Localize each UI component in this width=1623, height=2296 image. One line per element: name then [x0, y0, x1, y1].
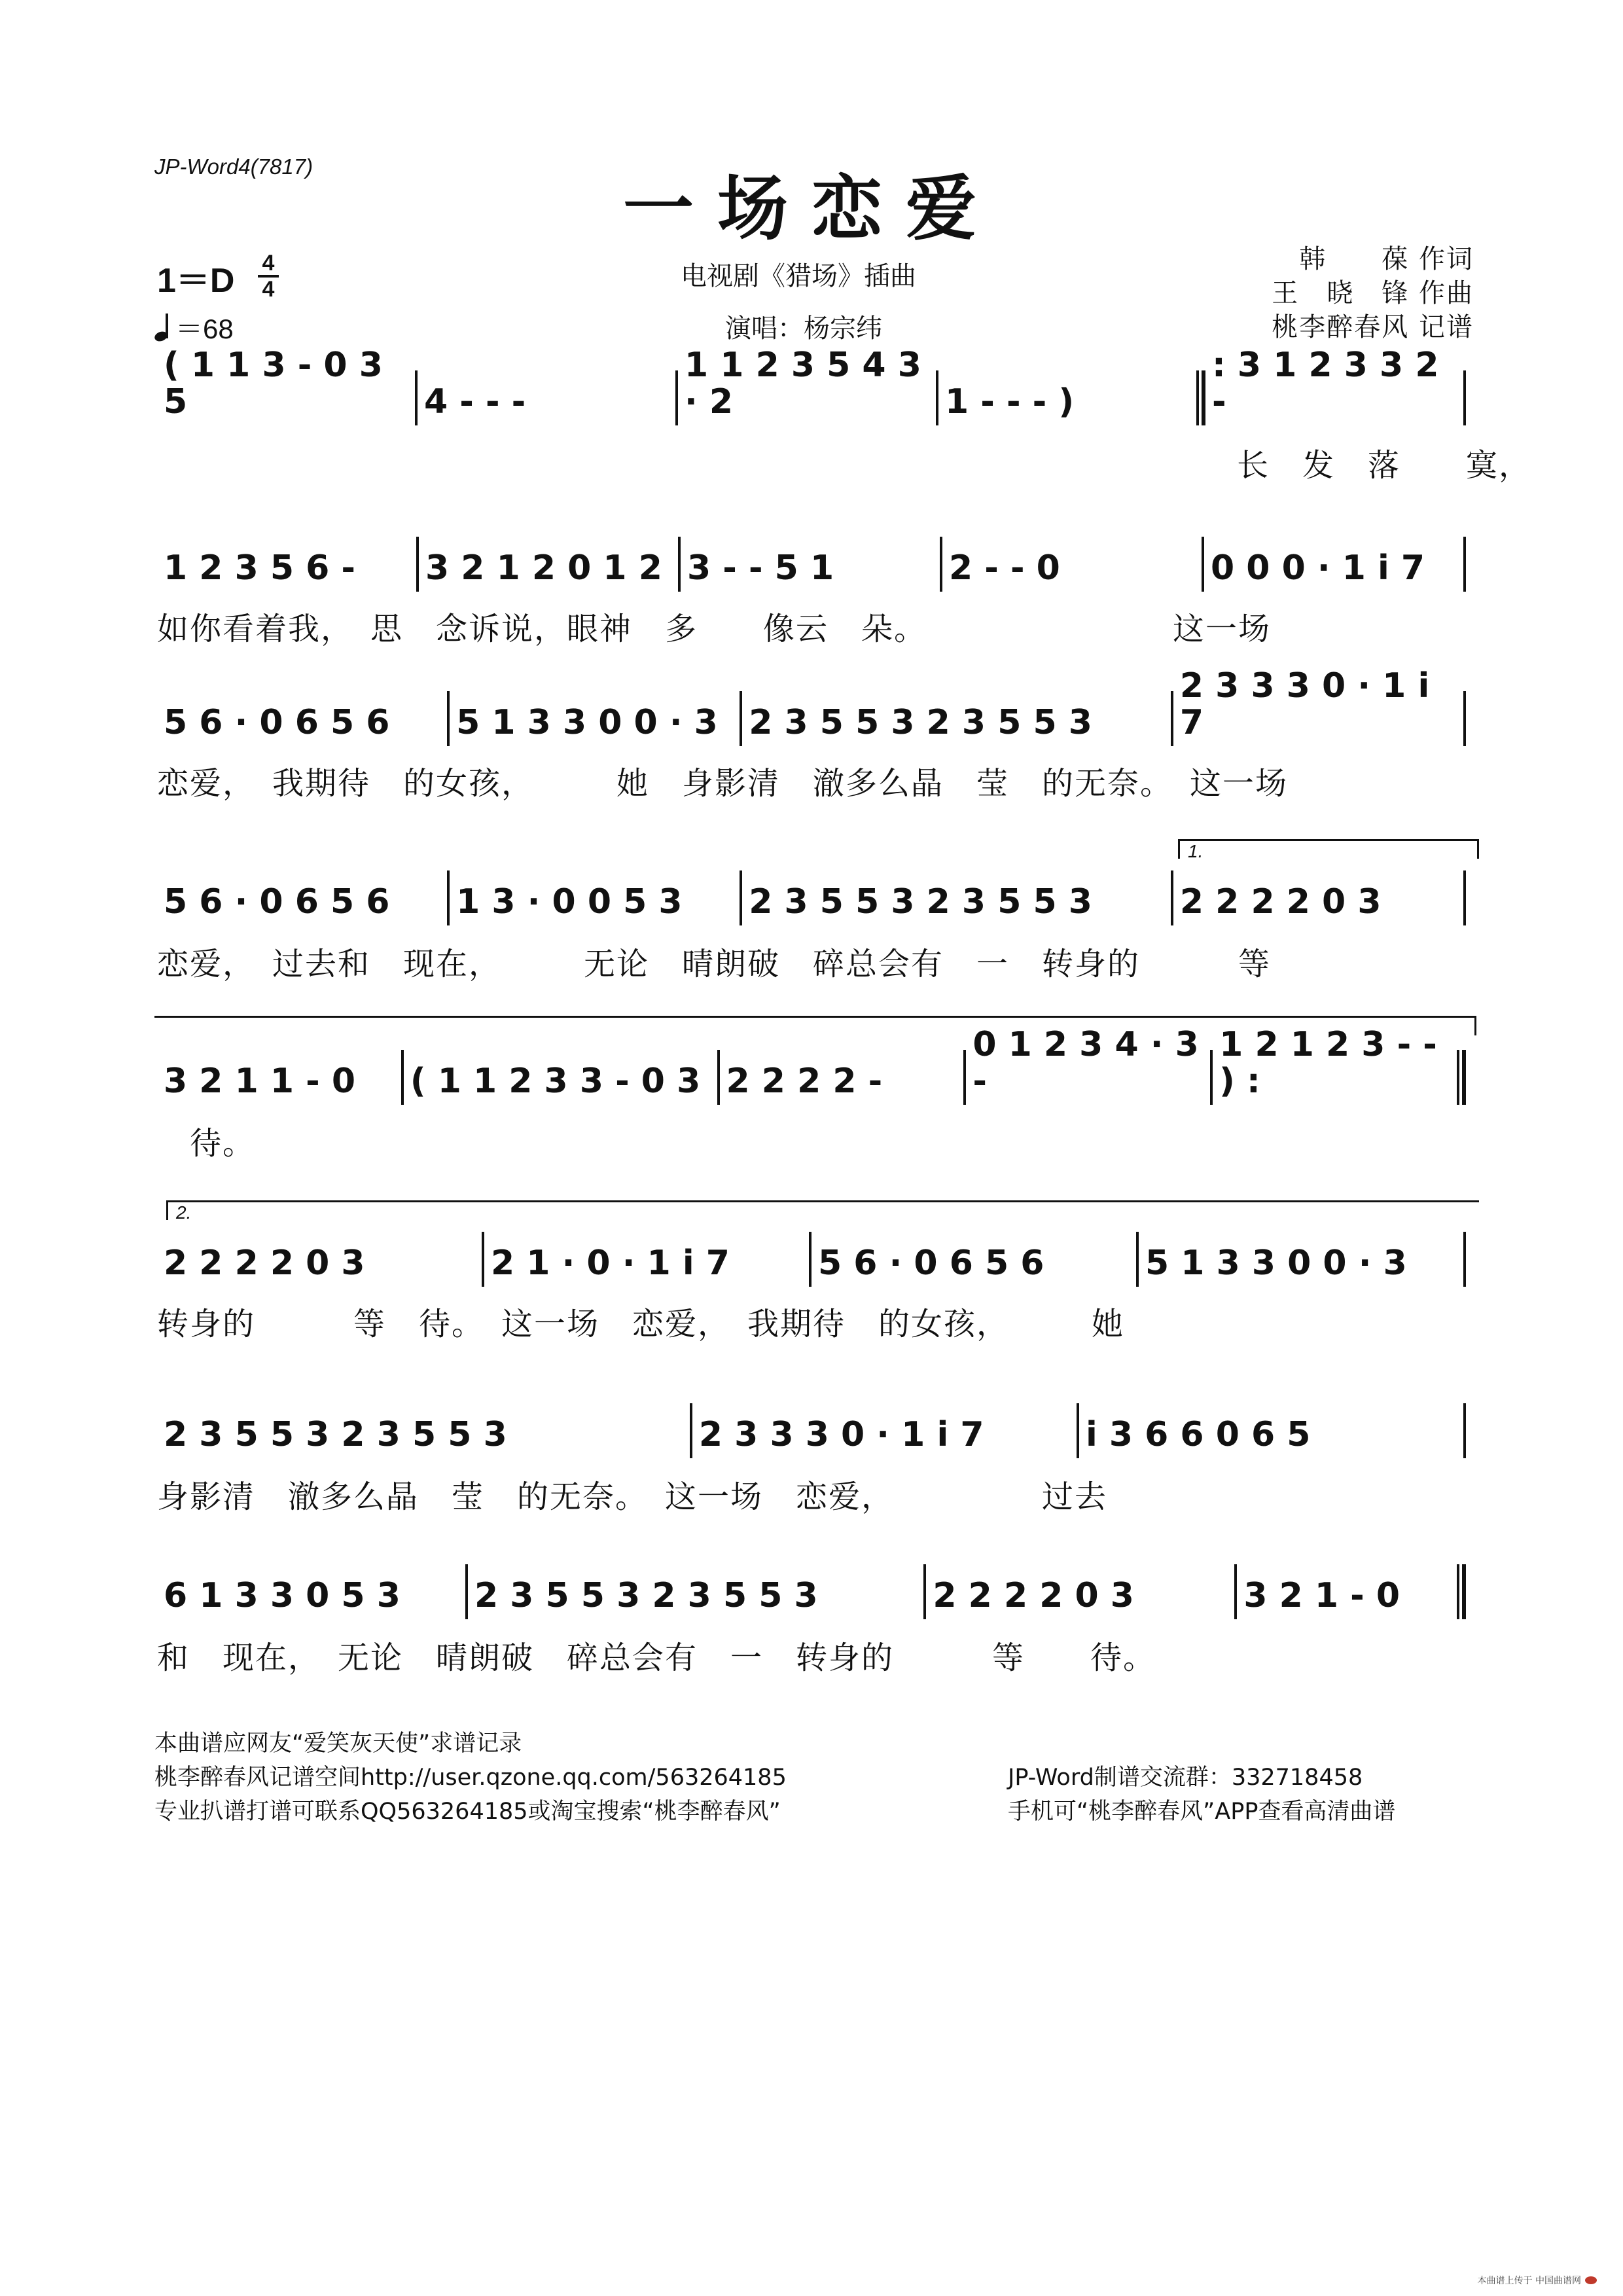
footer-contact: 专业扒谱打谱可联系QQ563264185或淘宝搜索“桃李醉春风”: [154, 1799, 781, 1825]
first-ending-label: 1.: [1188, 841, 1204, 861]
measure: 3 - - 5 1: [687, 548, 834, 588]
music-row: [157, 541, 1466, 586]
measure: 5 6 · 0 6 5 6: [818, 1244, 1044, 1283]
time-numerator: 4: [262, 251, 275, 276]
barline: [1463, 691, 1466, 746]
measure: 2 3 5 5 3 2 3 5 5 3: [749, 882, 1092, 922]
upload-watermark: [1478, 2274, 1597, 2287]
lyric-line: 长 发 落 寞，: [157, 447, 1532, 484]
barline: [1463, 870, 1466, 925]
footer-request-note: 本曲谱应网友“爱笑灰天使”求谱记录: [154, 1731, 522, 1757]
second-ending-label: 2.: [176, 1202, 192, 1223]
measure: 1 2 1 2 3 - - ) :: [1219, 1025, 1437, 1101]
barline: [1463, 370, 1466, 425]
music-row: [157, 666, 1466, 742]
quarter-note-icon: [154, 314, 171, 342]
repeat-start-barline: [1196, 370, 1205, 425]
music-row: [157, 1407, 1466, 1453]
measure: 3 2 1 - 0: [1243, 1576, 1400, 1615]
barline: [1463, 1232, 1466, 1287]
lyric-line: 如你看着我， 思 念诉说，眼神 多 像云 朵。 这一场: [157, 611, 1272, 647]
measure: 2 2 2 2 0 3: [164, 1244, 365, 1283]
lyric-line: 待。: [157, 1125, 256, 1162]
footer-group: JP-Word制谱交流群：332718458: [1008, 1765, 1363, 1791]
footer-app: 手机可“桃李醉春风”APP查看高清曲谱: [1008, 1799, 1396, 1825]
time-denominator: 4: [262, 277, 275, 302]
measure: 2 1 · 0 · 1 i 7: [491, 1244, 730, 1283]
song-title: 一场恋爱: [622, 168, 1000, 250]
measure: ( 1 1 3 - 0 3 5: [164, 346, 383, 422]
music-row: [157, 1236, 1466, 1282]
measure: 1 1 2 3 5 4 3 · 2: [685, 346, 921, 422]
music-row: [157, 1568, 1466, 1614]
transcriber-credit: 桃李醉春风 记谱: [1272, 312, 1474, 342]
measure: 2 3 3 3 0 · 1 i 7: [698, 1415, 984, 1454]
music-row: [157, 346, 1466, 422]
measure: 5 1 3 3 0 0 · 3: [456, 703, 718, 742]
measure: 2 2 2 2 0 3: [1179, 882, 1382, 922]
footer-space-link[interactable]: 桃李醉春风记谱空间http://user.qzone.qq.com/563264185: [154, 1765, 787, 1791]
lyric-line: 恋爱， 过去和 现在， 无论 晴朗破 碎总会有 一 转身的 等: [157, 946, 1272, 982]
upload-text: 本曲谱上传于 中国曲谱网: [1477, 2276, 1581, 2286]
measure: 2 3 5 5 3 2 3 5 5 3: [474, 1576, 818, 1615]
key-signature: 1＝D: [157, 262, 235, 300]
lyric-line: 恋爱， 我期待 的女孩， 她 身影清 澈多么晶 莹 的无奈。 这一场: [157, 765, 1289, 802]
composer-credit: 王 晓 锋 作曲: [1272, 278, 1474, 308]
lyric-line: 转身的 等 待。 这一场 恋爱， 我期待 的女孩， 她: [157, 1306, 1125, 1342]
singer-credit: 演唱：杨宗纬: [725, 314, 882, 344]
measure: 5 6 · 0 6 5 6: [164, 703, 390, 742]
second-ending-bracket: [166, 1200, 1479, 1223]
measure: 4 - - -: [424, 382, 526, 422]
measure: 1 3 · 0 0 5 3: [456, 882, 683, 922]
measure: 6 1 3 3 0 5 3: [164, 1576, 401, 1615]
measure: 2 2 2 2 -: [726, 1062, 883, 1101]
tempo-marking: [154, 308, 234, 347]
measure: 2 3 5 5 3 2 3 5 5 3: [164, 1415, 507, 1454]
measure: 3 2 1 1 - 0: [164, 1062, 356, 1101]
measure: i 3 6 6 0 6 5: [1085, 1415, 1311, 1454]
measure: ( 1 1 2 3 3 - 0 3: [410, 1062, 701, 1101]
barline: [1463, 537, 1466, 592]
measure: 1 2 3 5 6 -: [164, 548, 356, 588]
measure: 5 6 · 0 6 5 6: [164, 882, 390, 922]
music-row: [157, 874, 1466, 920]
measure: 0 1 2 3 4 · 3 -: [972, 1025, 1199, 1101]
lyric-line: 和 现在， 无论 晴朗破 碎总会有 一 转身的 等 待。: [157, 1640, 1156, 1676]
software-label: JP-Word4(7817): [154, 154, 313, 179]
repeat-end-barline: [1457, 1050, 1466, 1105]
music-row: [157, 1025, 1466, 1101]
first-ending-bracket: [1178, 839, 1479, 859]
measure: : 3 1 2 3 3 2 -: [1212, 346, 1439, 422]
measure: 1 - - - ): [945, 382, 1075, 422]
measure: 2 3 3 3 0 · 1 i 7: [1179, 666, 1430, 742]
measure: 2 3 5 5 3 2 3 5 5 3: [749, 703, 1092, 742]
site-logo-icon: [1585, 2276, 1597, 2284]
measure: 2 - - 0: [949, 548, 1060, 588]
final-barline: [1457, 1564, 1466, 1619]
barline: [1463, 1403, 1466, 1458]
lyric-line: 身影清 澈多么晶 莹 的无奈。 这一场 恋爱， 过去: [157, 1479, 1108, 1515]
time-signature: [255, 251, 281, 301]
tempo-value: ＝68: [175, 314, 234, 344]
song-subtitle: 电视剧《猎场》插曲: [681, 261, 916, 291]
measure: 2 2 2 2 0 3: [933, 1576, 1134, 1615]
lyricist-credit: 韩 葆 作词: [1299, 244, 1474, 274]
measure: 5 1 3 3 0 0 · 3: [1145, 1244, 1407, 1283]
measure: 3 2 1 2 0 1 2: [425, 548, 662, 588]
measure: 0 0 0 · 1 i 7: [1211, 548, 1425, 588]
